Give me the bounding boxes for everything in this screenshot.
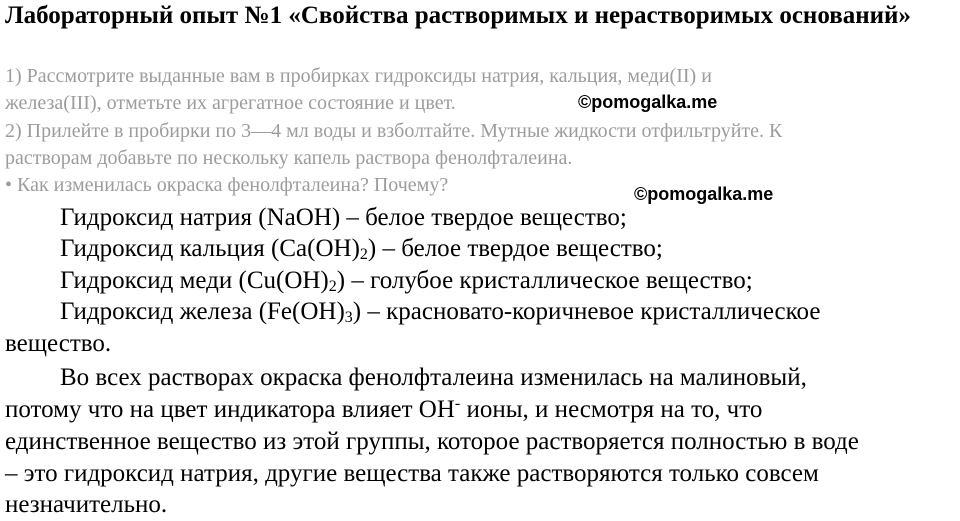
task-question: • Как изменилась окраска фенолфталеина? Почему?: [5, 174, 449, 196]
answer-feoh3-continued: вещество.: [5, 330, 112, 357]
watermark-1: ©pomogalka.me: [578, 92, 718, 112]
answer-paragraph-line-2: потому что на цвет индикатора влияет OH- ионы, и несмотря на то, что: [5, 395, 763, 423]
answer-naoh: Гидроксид натрия (NaOH) – белое твердое вещество;: [60, 204, 627, 231]
answer-feoh3: Гидроксид железа $(Fe(OH)_3)$ – красновато-коричневое кристаллическое: [60, 298, 821, 326]
answer-paragraph-line-5: незначительно.: [5, 491, 168, 518]
page-title: Лабораторный опыт №1 «Свойства растворимых и нерастворимых оснований»: [5, 2, 911, 29]
answer-cuoh2: Гидроксид меди $(Cu(OH)_2)$ – голубое кристаллическое вещество;: [60, 267, 753, 295]
answer-paragraph-line-4: – это гидроксид натрия, другие вещества также растворяются только совсем: [5, 460, 819, 487]
task-line-2: железа(III), отметьте их агрегатное состояние и цвет.: [5, 92, 456, 114]
answer-paragraph-line-3: единственное вещество из этой группы, которое растворяется полностью в воде: [5, 428, 859, 455]
answer-paragraph-line-1: Во всех растворах окраска фенолфталеина изменилась на малиновый,: [60, 364, 807, 391]
task-line-3: 2) Прилейте в пробирки по 3—4 мл воды и взболтайте. Мутные жидкости отфильтруйте. К: [5, 120, 783, 142]
task-line-4: растворам добавьте по нескольку капель раствора фенолфталеина.: [5, 147, 573, 169]
watermark-2: ©pomogalka.me: [634, 184, 774, 204]
task-line-1: 1) Рассмотрите выданные вам в пробирках гидроксиды натрия, кальция, меди(II) и: [5, 65, 712, 87]
answer-caoh2: Гидроксид кальция $(Ca(OH)_2)$ – белое твердое вещество;: [60, 235, 663, 263]
